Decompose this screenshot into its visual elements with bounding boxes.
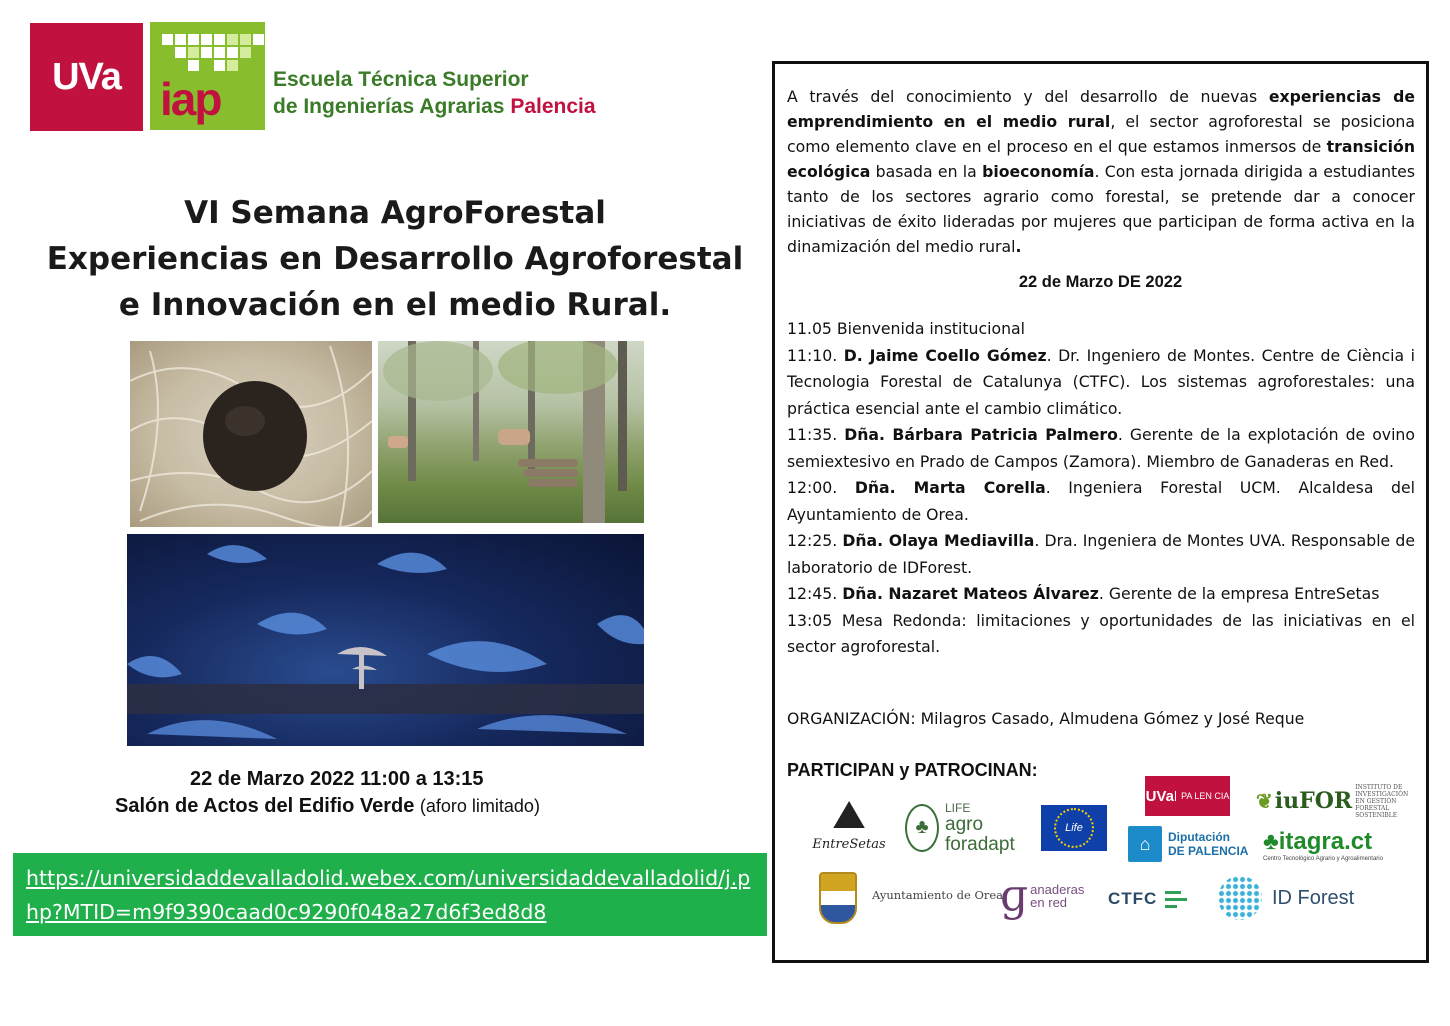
idforest-text: ID Forest [1272,886,1355,909]
ganaderas-sub: en red [1030,895,1068,910]
venue-capacity: (aforo limitado) [419,796,540,816]
uva-pal-sub: PA LEN CIA [1175,791,1229,801]
leaf-icon: ❦ [1256,789,1273,813]
iufor-text: iuFOR [1274,788,1353,814]
school-city: Palencia [510,95,596,118]
uva-logo [30,23,143,131]
ctfc-text: CTFC [1108,889,1158,908]
ctfc-logo [1108,884,1208,914]
intro-text-4: . Con esta jornada dirigida a estudiantes tanto de los sectores agrario como forestal, se pretende dar a conocer iniciativas de éxito lideradas por mujeres que participan de forma activa en la dinamización del medio rural [787,162,1415,256]
agenda-time: 12:00. [787,478,838,497]
agenda-time: 12:45. [787,584,838,603]
agenda-item [787,343,1415,423]
intro-text-2: , el sector agroforestal se posiciona como elemento clave en el proceso en el que estamos inmersos de [787,112,1415,156]
life-small-text: LIFE [945,800,971,815]
ganaderas-text: anaderas [1030,882,1085,897]
ctfc-bars-icon [1165,889,1187,910]
agenda-item [787,316,1415,343]
truffle-photo [130,341,372,527]
agenda-text: . Dr. Ingeniero de Montes. Centre de Ciència i Tecnologia Forestal de Catalunya (CTFC). Los sistemas agroforestales: una práctica esencial ante el cambio climático. [787,345,1415,418]
life-agroforadapt-logo [905,800,1030,855]
idforest-logo [1218,876,1388,920]
organization [787,709,1304,728]
ganaderas-en-red-logo [1000,870,1100,922]
orea-logo-text: Ayuntamiento de Orea [872,888,1004,902]
itagra-sub: Centro Tecnológico Agrario y Agroalimentario [1263,856,1383,862]
agenda-text: . Dra. Ingeniera de Montes UVA. Responsable de laboratorio de IDForest. [787,531,1415,577]
dots-icon [1218,876,1262,920]
arch-icon: ⌂ [1128,826,1162,862]
agenda-speaker: Dña. Nazaret Mateos Álvarez [842,584,1099,603]
agenda-text: . Gerente de la explotación de ovino semiextesivo en Prado de Campos (Zamora). Miembro de Ganaderas en Red. [787,425,1415,471]
eu-stars-icon [1054,808,1094,848]
agenda-time: 11:35. [787,425,838,444]
entresetas-logo [805,784,893,860]
webex-link-box [13,853,767,936]
agenda-item [787,608,1415,661]
tree-icon: ♣ [905,804,939,852]
agenda-speaker: Dña. Olaya Mediavilla [842,531,1035,550]
title-line2: Experiencias en Desarrollo Agroforestal [46,241,744,277]
gnome-icon: ⛰ [832,792,866,837]
intro-bold-2: transición ecológica [787,137,1415,181]
organization-names: Milagros Casado, Almudena Gómez y José Reque [915,709,1305,728]
agenda-item [787,528,1415,581]
school-name-line1: Escuela Técnica Superior [273,68,529,91]
uva-pal-text: UVa [1145,787,1174,805]
school-name-line2 [273,93,596,120]
intro-bold-1: experiencias de emprendimiento en el medio rural [787,87,1416,131]
sponsors-title: PARTICIPAN y PATROCINAN: [787,760,1038,780]
life-agro-text: agro [945,813,984,835]
diputacion-text: Diputación [1168,830,1230,844]
diputacion-palencia-logo [1128,825,1253,863]
agenda-item [787,581,1415,608]
iap-logo [150,22,265,130]
agenda-item [787,422,1415,475]
uva-palencia-logo [1145,776,1230,816]
iufor-small-text: INSTITUTO DE INVESTIGACIÓN EN GESTIÓN FORESTAL SOSTENIBLE [1355,783,1409,819]
title-line1: VI Semana AgroForestal [184,195,606,231]
webex-link[interactable]: https://universidaddevalladolid.webex.com/universidaddevalladolid/j.php?MTID=m9f9390caad0c9290f048a27d6f3ed8d8 [26,866,751,924]
agenda-text: Bienvenida institucional [831,319,1025,338]
eu-life-logo [1041,805,1107,851]
entresetas-logo-text: EntreSetas [812,836,886,852]
school-name-line2-text: de Ingenierías Agrarias [273,95,505,118]
agenda-date: 22 de Marzo DE 2022 [1018,273,1183,291]
agenda-text: . Gerente de la empresa EntreSetas [1098,584,1380,603]
ganaderas-g-icon: ɡ [1000,870,1029,921]
itagra-logo [1263,826,1396,866]
agenda-time: 12:25. [787,531,838,550]
event-datetime: 22 de Marzo 2022 11:00 a 13:15 [190,768,484,790]
intro-paragraph [787,84,1415,259]
agenda-time: 13:05 [787,610,833,630]
itagra-text: itagra.ct [1278,828,1373,855]
iap-logo-text: iap [160,73,221,125]
mushroom-fantasy-photo [127,534,644,746]
event-title [20,190,770,328]
forest-cattle-photo [378,341,644,523]
leaf-icon: ♣ [1263,828,1279,855]
agenda-speaker: D. Jaime Coello Gómez [843,345,1047,365]
iufor-logo [1256,783,1409,819]
school-name [273,66,596,120]
intro-text-3: basada en la [870,162,983,181]
agenda-speaker: Dña. Bárbara Patricia Palmero [844,425,1118,444]
agenda-text: . Ingeniera Forestal UCM. Alcaldesa del Ayuntamiento de Orea. [787,478,1415,524]
agenda-list [787,316,1415,661]
agenda-item [787,475,1415,528]
diputacion-sub: DE PALENCIA [1168,844,1249,858]
title-line3: e Innovación en el medio Rural. [118,287,672,323]
uva-logo-text: UVa [52,55,121,98]
orea-shield-icon [819,872,857,924]
organization-label: ORGANIZACIÓN: [787,709,916,728]
life-foradapt-text: foradapt [945,833,1015,855]
intro-bold-3: bioeconomía [982,162,1095,181]
agenda-time: 11:10. [787,345,838,365]
event-venue [115,795,540,818]
eu-life-text: Life [1065,822,1083,834]
intro-bold-4: . [1015,237,1022,256]
venue-name: Salón de Actos del Edifio Verde [115,795,415,817]
intro-text-1: A través del conocimiento y del desarrollo de nuevas [787,87,1269,106]
agenda-text: Mesa Redonda: limitaciones y oportunidades de las iniciativas en el sector agroforestal. [787,610,1415,656]
agenda-time: 11.05 [787,319,832,338]
agenda-speaker: Dña. Marta Corella [854,478,1046,497]
